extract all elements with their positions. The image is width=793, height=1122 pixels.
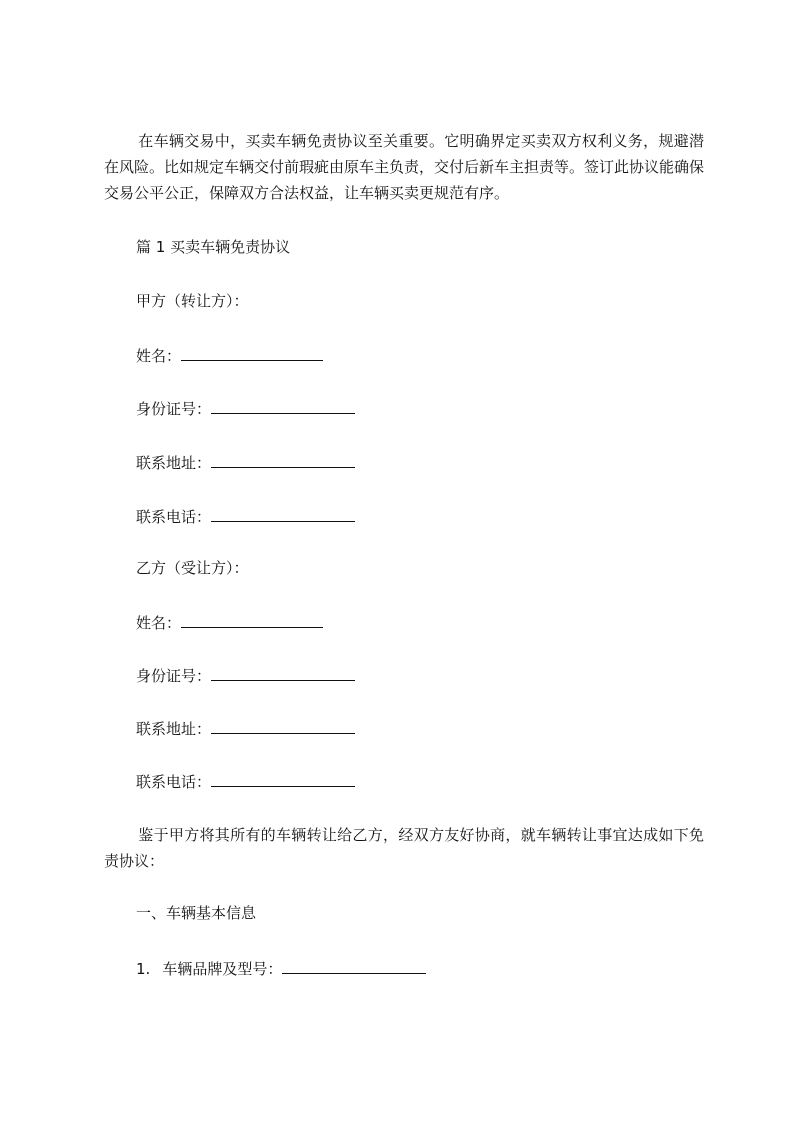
party-a-name-field[interactable] [181, 344, 323, 361]
party-b-address-label: 联系地址： [136, 720, 212, 738]
party-b-id-row [136, 664, 355, 687]
intro-paragraph [104, 128, 704, 206]
party-a-address-row [136, 451, 355, 474]
clause1-item1-label: 车辆品牌及型号： [162, 960, 283, 978]
party-b-address-row [136, 717, 355, 740]
party-a-phone-row [136, 505, 355, 528]
party-b-id-field[interactable] [211, 664, 355, 681]
party-a-phone-label: 联系电话： [136, 508, 212, 526]
clause1-item1-row [136, 957, 426, 980]
preamble-text: 鉴于甲方将其所有的车辆转让给乙方，经双方友好协商，就车辆转让事宜达成如下免责协议： [104, 826, 704, 870]
party-b-phone-field[interactable] [211, 770, 355, 787]
party-a-id-row [136, 397, 355, 420]
party-a-id-field[interactable] [211, 397, 355, 414]
party-b-heading: 乙方（受让方）： [136, 559, 249, 577]
party-a-id-label: 身份证号： [136, 400, 212, 418]
preamble-paragraph [104, 822, 704, 874]
clause1-heading: 一、车辆基本信息 [136, 904, 257, 922]
party-a-address-field[interactable] [211, 451, 355, 468]
party-b-address-field[interactable] [211, 717, 355, 734]
party-a-name-row [136, 344, 323, 367]
section-title: 篇 1 买卖车辆免责协议 [136, 238, 291, 256]
party-b-phone-row [136, 770, 355, 793]
party-a-name-label: 姓名： [136, 347, 182, 365]
clause1-item1-number: 1. [136, 960, 151, 978]
party-a-address-label: 联系地址： [136, 454, 212, 472]
party-b-phone-label: 联系电话： [136, 773, 212, 791]
party-a-phone-field[interactable] [211, 505, 355, 522]
intro-text: 在车辆交易中，买卖车辆免责协议至关重要。它明确界定买卖双方权利义务，规避潜在风险。比如规定车辆交付前瑕疵由原车主负责，交付后新车主担责等。签订此协议能确保交易公平公正，保障双方合法权益，让车辆买卖更规范有序。 [104, 132, 705, 202]
vehicle-model-field[interactable] [282, 957, 426, 974]
party-b-name-label: 姓名： [136, 614, 182, 632]
party-a-heading: 甲方（转让方）： [136, 292, 249, 310]
party-b-name-row [136, 611, 323, 634]
party-b-name-field[interactable] [181, 611, 323, 628]
party-b-id-label: 身份证号： [136, 667, 212, 685]
